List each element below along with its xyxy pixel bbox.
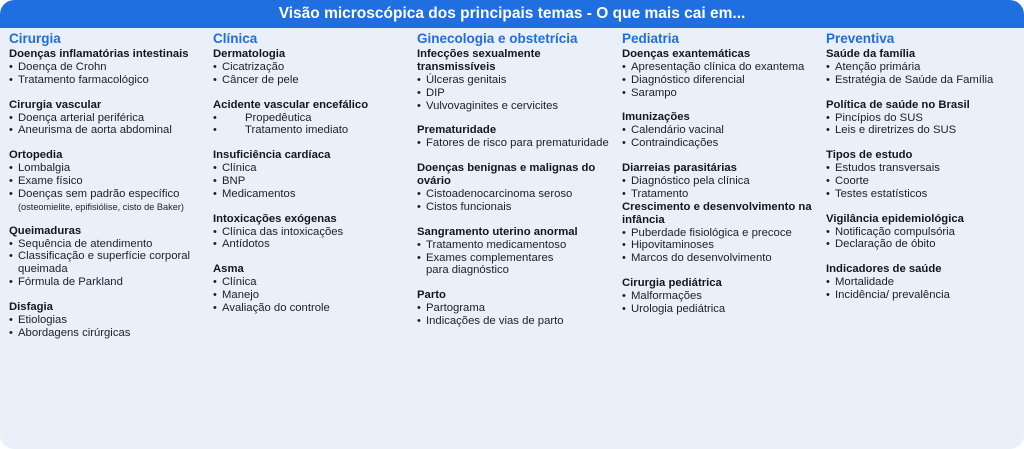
topic-title-line: Crescimento e desenvolvimento na [622,200,812,213]
topic-section [213,149,413,200]
topic-item: • BNP [213,175,413,188]
topic-section [417,162,619,214]
topic-section [826,99,1018,138]
topic-item: • Úlceras genitais [417,74,619,87]
topic-title: Política de saúde no Brasil [826,98,970,111]
topic-section [9,149,209,212]
topic-item: • Diagnóstico diferencial [622,74,822,87]
topic-title: Asma [213,263,244,276]
topic-section [826,213,1018,252]
topic-item: • Calendário vacinal [622,124,822,137]
topic-item: • Fórmula de Parkland [9,276,209,289]
topic-item: • Abordagens cirúrgicas [9,327,209,340]
topic-section [9,225,209,289]
topic-item: • Tratamento imediato [213,124,413,137]
topic-item: • Testes estatísticos [826,188,1018,201]
topic-item: • Apresentação clínica do exantema [622,61,822,74]
topic-item: • Clínica [213,276,413,289]
topic-item: • Mortalidade [826,276,1018,289]
topic-item: • Clínica [213,162,413,175]
topic-item: • Avaliação do controle [213,302,413,315]
topic-item: • Notificação compulsória [826,226,1018,239]
topic-section [622,162,822,201]
topic-item: • Indicações de vias de parto [417,315,619,328]
topic-item: • Classificação e superfície corporal [9,250,209,263]
topic-note: (osteomielite, epifisiólise, cisto de Baker) [18,201,184,212]
topic-item: • Tratamento medicamentoso [417,239,619,252]
topic-section [213,99,413,138]
topic-item: • Exames complementares [417,252,619,265]
topic-title-line: infância [622,213,665,226]
column-clinica [213,31,413,327]
topic-item: • Vulvovaginites e cervicites [417,100,619,113]
topic-item: • Aneurisma de aorta abdominal [9,124,209,137]
topic-title: Saúde da família [826,48,916,60]
column-cirurgia [9,31,209,351]
topic-section [417,226,619,277]
topic-item: • Tratamento [622,188,822,201]
topic-title: Diarreias parasitárias [622,161,737,174]
topic-title: Cirurgia pediátrica [622,276,722,289]
topic-title: Indicadores de saúde [826,263,942,276]
topic-item: • Diagnóstico pela clínica [622,175,822,188]
topic-section [622,277,822,316]
topic-item: • Contraindicações [622,137,822,150]
topic-title: Queimaduras [9,224,82,237]
topic-item: • Cicatrização [213,61,413,74]
topic-title: Dermatologia [213,48,286,60]
topic-item: • Medicamentos [213,188,413,201]
topic-title: Doenças inflamatórias intestinais [9,48,189,60]
topic-section [417,289,619,328]
topic-item: • Coorte [826,175,1018,188]
column-ginecologia-obstetricia [417,31,619,340]
topic-title: Prematuridade [417,124,497,137]
topic-title: Intoxicações exógenas [213,212,337,225]
topic-item: • Incidência/ prevalência [826,289,1018,302]
topic-section [9,48,209,87]
topic-item: • Lombalgia [9,162,209,175]
topic-item: • Cistos funcionais [417,201,619,214]
topic-title: Disfagia [9,300,53,313]
topic-title: Vigilância epidemiológica [826,212,964,225]
topic-item: • Cistoadenocarcinoma seroso [417,188,619,201]
topic-item: • Puberdade fisiológica e precoce [622,227,822,240]
topic-item: • Atenção primária [826,61,1018,74]
column-pediatria [622,31,822,328]
topic-section [9,301,209,340]
topic-title: Sangramento uterino anormal [417,225,578,238]
topic-item: • Leis e diretrizes do SUS [826,124,1018,137]
topic-section [417,48,619,112]
topic-title-line: Doenças benignas e malignas do [417,162,596,175]
topic-item: • Doença de Crohn [9,61,209,74]
topic-title-line: Infecções sexualmente [417,48,541,60]
topic-title: Doenças exantemáticas [622,48,751,60]
topic-section [417,124,619,150]
column-title: Clínica [213,31,258,46]
topic-item: • Sequência de atendimento [9,238,209,251]
topic-section [826,149,1018,200]
topic-title: Tipos de estudo [826,149,913,162]
topic-item: • DIP [417,87,619,100]
topic-item: • Sarampo [622,87,822,100]
topic-item: • Tratamento farmacológico [9,74,209,87]
topic-item: • Malformações [622,290,822,303]
topic-item: • Partograma [417,302,619,315]
topic-item: • Estudos transversais [826,162,1018,175]
topic-item: • Exame físico [9,175,209,188]
topic-item: • Hipovitaminoses [622,239,822,252]
column-title: Ginecologia e obstetrícia [417,31,578,46]
topic-item: • Antídotos [213,238,413,251]
topic-section [213,48,413,87]
topic-item: • Doença arterial periférica [9,112,209,125]
topic-item-continuation: para diagnóstico [426,264,509,277]
topic-item: • Declaração de óbito [826,238,1018,251]
topic-item: • Doenças sem padrão específico [9,188,209,201]
column-title: Cirurgia [9,31,61,46]
topic-section [826,48,1018,87]
topic-item: • Câncer de pele [213,74,413,87]
topic-section [622,201,822,265]
topic-title: Imunizações [622,111,690,124]
topic-title: Cirurgia vascular [9,98,102,111]
page-title: Visão microscópica dos principais temas - O que mais cai em... [0,0,1024,28]
topic-title-line: ovário [417,175,451,188]
topic-item: • Etiologias [9,314,209,327]
topic-title: Acidente vascular encefálico [213,98,369,111]
topic-section [826,263,1018,302]
column-preventiva [826,31,1018,314]
topic-title: Parto [417,289,446,302]
topic-section [622,48,822,99]
column-title: Preventiva [826,31,895,46]
topic-item: • Urologia pediátrica [622,303,822,316]
topic-section [622,111,822,150]
topic-title: Insuficiência cardíaca [213,149,331,162]
topic-item: • Marcos do desenvolvimento [622,252,822,265]
topic-item: • Clínica das intoxicações [213,226,413,239]
topic-item: • Manejo [213,289,413,302]
topic-title: Ortopedia [9,149,63,162]
topic-item: • Estratégia de Saúde da Família [826,74,1018,87]
topic-item: • Fatores de risco para prematuridade [417,137,619,150]
topic-section [213,263,413,314]
topic-section [213,213,413,252]
topic-section [9,99,209,138]
topic-item-continuation: queimada [18,263,68,276]
topic-item: • Pincípios do SUS [826,112,1018,125]
column-title: Pediatria [622,31,680,46]
topic-title-line: transmissíveis [417,61,496,73]
topic-item: • Propedêutica [213,112,413,125]
